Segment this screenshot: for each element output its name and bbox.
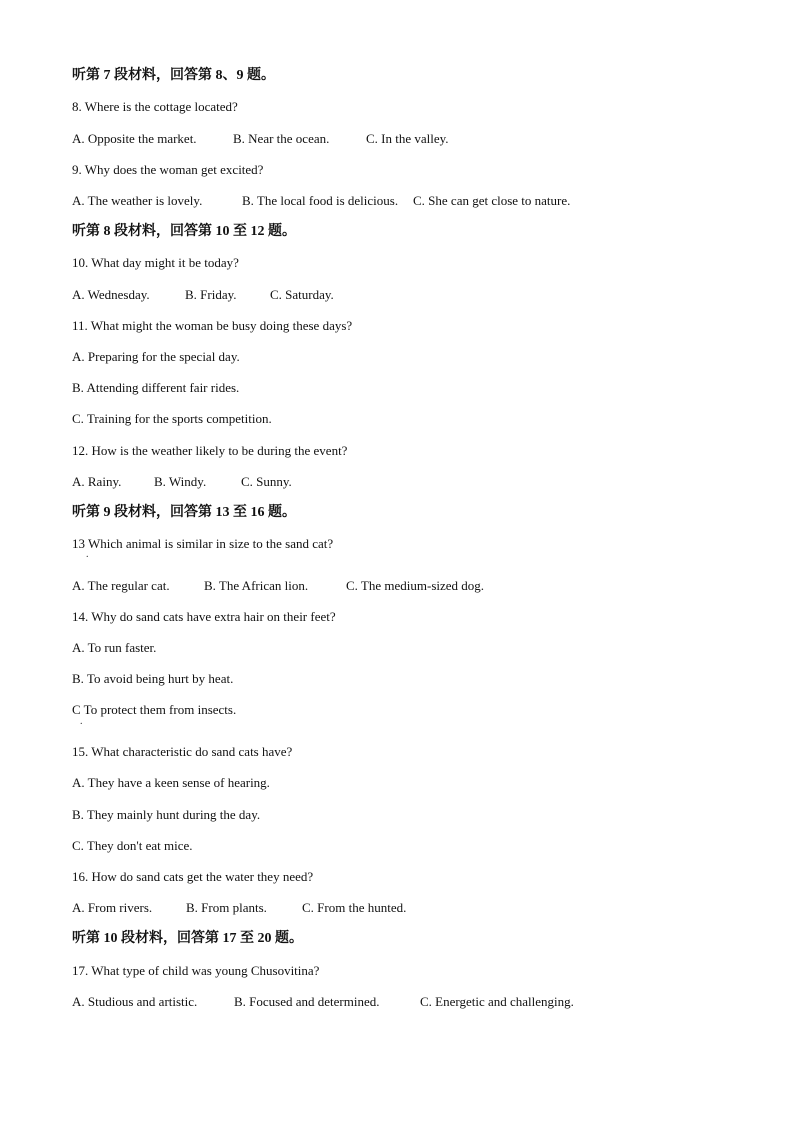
section-heading: 听第 9 段材料，回答第 13 至 16 题。 (72, 505, 296, 520)
question-text: 14. Why do sand cats have extra hair on their feet? (72, 609, 336, 624)
question-text: 11. What might the woman be busy doing these days? (72, 318, 353, 333)
option-row (72, 130, 449, 148)
option-c: C. Sunny. (241, 474, 292, 489)
option-c: C. From the hunted. (302, 900, 407, 915)
option-b: B. The African lion. (204, 578, 309, 593)
option-a: A. To run faster. (72, 640, 157, 655)
option-c: C. She can get close to nature. (413, 193, 571, 208)
section-heading: 听第 8 段材料，回答第 10 至 12 题。 (72, 224, 296, 239)
option-c: C To protect them from insects. (72, 702, 237, 717)
option-row (72, 993, 574, 1011)
question-text: 10. What day might it be today? (72, 255, 239, 270)
option-b: B. To avoid being hurt by heat. (72, 671, 234, 686)
section-heading: 听第 7 段材料，回答第 8、9 题。 (72, 68, 275, 83)
option-a: A. Studious and artistic. (72, 994, 198, 1009)
option-c: C. Saturday. (270, 287, 334, 302)
option-row (72, 577, 484, 595)
question-text: 16. How do sand cats get the water they need? (72, 869, 314, 884)
option-b: B. Near the ocean. (233, 131, 330, 146)
option-c: C. In the valley. (366, 131, 449, 146)
question-text: 15. What characteristic do sand cats have? (72, 744, 293, 759)
option-a: A. Opposite the market. (72, 131, 197, 146)
option-a: A. From rivers. (72, 900, 153, 915)
question-text: 17. What type of child was young Chusovitina? (72, 963, 320, 978)
option-b: B. Attending different fair rides. (72, 380, 240, 395)
option-a: A. The weather is lovely. (72, 193, 203, 208)
option-row (72, 286, 334, 304)
option-a: A. Preparing for the special day. (72, 349, 240, 364)
option-b: B. Focused and determined. (234, 994, 380, 1009)
option-a: A. Wednesday. (72, 287, 150, 302)
option-row (72, 899, 406, 917)
stray-dot: . (80, 716, 83, 727)
option-b: B. The local food is delicious. (242, 193, 399, 208)
question-text: 13 Which animal is similar in size to the sand cat? (72, 536, 334, 551)
question-text: 9. Why does the woman get excited? (72, 162, 264, 177)
option-c: C. Training for the sports competition. (72, 411, 272, 426)
option-c: C. Energetic and challenging. (420, 994, 574, 1009)
stray-dot: . (86, 549, 89, 560)
option-a: A. The regular cat. (72, 578, 170, 593)
option-c: C. They don't eat mice. (72, 838, 193, 853)
option-row (72, 192, 570, 210)
option-a: A. Rainy. (72, 474, 122, 489)
option-b: B. From plants. (186, 900, 267, 915)
option-c: C. The medium-sized dog. (346, 578, 485, 593)
option-b: B. They mainly hunt during the day. (72, 807, 261, 822)
option-row (72, 473, 292, 491)
section-heading: 听第 10 段材料，回答第 17 至 20 题。 (72, 931, 303, 946)
option-b: B. Windy. (154, 474, 207, 489)
option-a: A. They have a keen sense of hearing. (72, 775, 270, 790)
question-text: 12. How is the weather likely to be during the event? (72, 443, 348, 458)
question-text: 8. Where is the cottage located? (72, 99, 238, 114)
option-b: B. Friday. (185, 287, 237, 302)
